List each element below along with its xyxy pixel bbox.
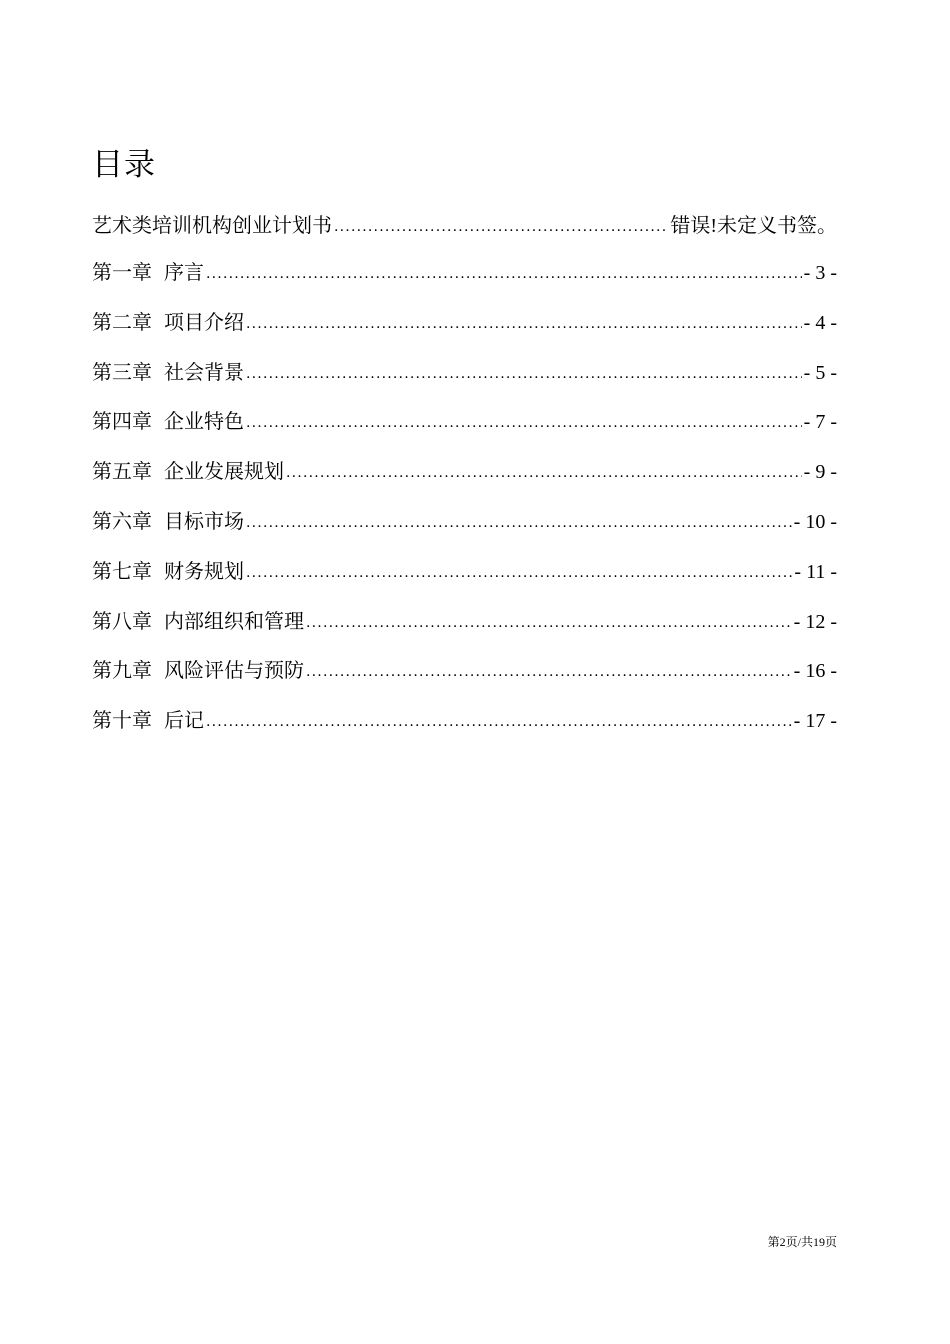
- toc-entry-chapter-10[interactable]: [92, 698, 837, 748]
- toc-entry-title: 企业发展规划: [164, 459, 284, 484]
- toc-entry-chapter: 第一章: [92, 260, 152, 284]
- toc-entry-page: - 11 -: [794, 560, 837, 583]
- toc-entry-label: [92, 499, 244, 543]
- toc-entry-label: [92, 350, 244, 394]
- toc-list: [92, 203, 837, 748]
- toc-entry-chapter: 第八章: [92, 608, 152, 633]
- toc-entry-chapter-9[interactable]: [92, 648, 837, 698]
- toc-entry-title: 序言: [164, 260, 204, 284]
- toc-leader-dots: [246, 551, 792, 595]
- toc-entry-chapter: 第七章: [92, 558, 152, 583]
- toc-entry-label: [92, 549, 244, 593]
- toc-title: 目录: [92, 147, 156, 183]
- toc-entry-label: [92, 300, 244, 344]
- toc-entry-chapter: 第三章: [92, 359, 152, 384]
- toc-entry-chapter-5[interactable]: [92, 449, 837, 499]
- toc-entry-label: [92, 399, 244, 443]
- toc-entry-label: [92, 250, 204, 294]
- toc-entry-chapter-4[interactable]: [92, 399, 837, 449]
- toc-leader-dots: [334, 205, 668, 249]
- toc-leader-dots: [206, 252, 802, 296]
- toc-entry-title: 社会背景: [164, 359, 244, 384]
- toc-entry-label: [92, 648, 304, 692]
- toc-entry-label: [92, 698, 204, 742]
- toc-entry-chapter-8[interactable]: [92, 599, 837, 649]
- toc-entry-page: - 4 -: [803, 311, 837, 334]
- toc-entry-page: - 10 -: [793, 510, 837, 533]
- toc-leader-dots: [306, 601, 792, 645]
- toc-entry-chapter-7[interactable]: [92, 549, 837, 599]
- toc-entry-chapter-3[interactable]: [92, 350, 837, 400]
- toc-entry-chapter-2[interactable]: [92, 300, 837, 350]
- toc-entry-chapter: 第六章: [92, 508, 152, 533]
- toc-entry-title: 项目介绍: [164, 309, 244, 334]
- toc-entry-page: 错误!未定义书签。: [670, 215, 837, 237]
- toc-entry-label: [92, 449, 284, 493]
- toc-entry-chapter: 第十章: [92, 708, 152, 733]
- toc-entry-page: - 12 -: [793, 610, 837, 633]
- toc-entry-title: 企业特色: [164, 409, 244, 434]
- toc-entry-chapter-6[interactable]: [92, 499, 837, 549]
- toc-entry-title: 内部组织和管理: [164, 608, 304, 633]
- toc-leader-dots: [246, 401, 802, 445]
- toc-entry-page: - 9 -: [803, 461, 837, 484]
- toc-leader-dots: [246, 302, 802, 346]
- toc-leader-dots: [206, 700, 792, 744]
- toc-entry-title: 风险评估与预防: [164, 658, 304, 683]
- toc-entry-chapter: 第五章: [92, 459, 152, 484]
- toc-entry-title: 艺术类培训机构创业计划书: [92, 213, 332, 237]
- page-footer: 第2页/共19页: [767, 1235, 837, 1249]
- toc-leader-dots: [306, 650, 792, 694]
- toc-leader-dots: [246, 501, 792, 545]
- toc-entry-chapter: 第四章: [92, 409, 152, 434]
- toc-entry-page: - 3 -: [803, 262, 837, 284]
- toc-entry-chapter-1[interactable]: [92, 250, 837, 300]
- toc-entry-page: - 16 -: [793, 660, 837, 683]
- toc-entry-page: - 5 -: [803, 361, 837, 384]
- toc-entry-title: 财务规划: [164, 558, 244, 583]
- toc-leader-dots: [286, 451, 802, 495]
- toc-entry-page: - 7 -: [803, 411, 837, 434]
- toc-entry-label: [92, 599, 304, 643]
- toc-entry-plan[interactable]: [92, 203, 837, 250]
- toc-leader-dots: [246, 352, 802, 396]
- toc-entry-chapter: 第二章: [92, 309, 152, 334]
- toc-entry-chapter: 第九章: [92, 658, 152, 683]
- toc-entry-title: 后记: [164, 708, 204, 733]
- toc-entry-label: [92, 203, 332, 247]
- toc-entry-title: 目标市场: [164, 508, 244, 533]
- toc-entry-page: - 17 -: [793, 710, 837, 733]
